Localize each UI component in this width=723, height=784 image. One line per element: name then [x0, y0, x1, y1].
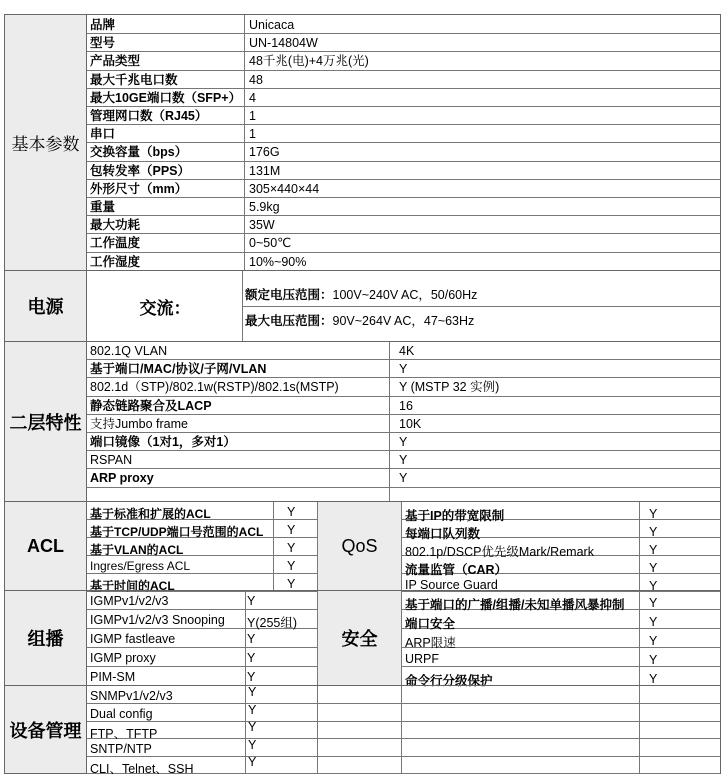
qos-label: QoS [318, 502, 401, 590]
acl-row-key: 基于VLAN的ACL [90, 543, 184, 557]
l2-row-key: 端口镜像（1对1，多对1） [90, 435, 236, 449]
basic-row-value: 35W [249, 218, 275, 233]
multicast-label: 组播 [5, 591, 87, 685]
qos-row-key: 802.1p/DSCP优先级Mark/Remark [405, 545, 594, 559]
security-row-key: 命令行分级保护 [405, 674, 493, 688]
basic-row [87, 180, 720, 198]
basic-row [87, 34, 720, 52]
multicast-row-value: Y [247, 632, 256, 646]
security-row-key: 端口安全 [405, 617, 456, 631]
l2-section [4, 341, 721, 502]
mgmt-row-line [87, 721, 720, 722]
acl-qos-section [4, 501, 721, 591]
basic-row [87, 107, 720, 125]
mgmt-row-key: FTP、TFTP [90, 727, 158, 742]
power-max-value: 90V~264V AC，47~63Hz [332, 314, 475, 328]
basic-params-section [4, 14, 721, 271]
basic-row [87, 162, 720, 180]
basic-row-value: Unicaca [249, 18, 295, 32]
basic-row-key: 管理网口数（RJ45） [90, 109, 208, 123]
basic-row-value: 1 [249, 109, 256, 123]
l2-row-key: 支持Jumbo frame [90, 416, 188, 431]
basic-row-value: 5.9kg [249, 200, 280, 214]
mgmt-row-line [87, 738, 720, 739]
basic-row [87, 253, 720, 271]
qos-row-key: 基于IP的带宽限制 [405, 509, 505, 523]
qos-row-value: Y [649, 543, 658, 557]
basic-row-value: 176G [249, 145, 280, 160]
qos-row-value: Y [649, 579, 658, 593]
basic-row [87, 216, 720, 234]
l2-row-key: 静态链路聚合及LACP [90, 398, 212, 413]
multicast-row-value: Y(255组) [247, 616, 298, 630]
multicast-row-key: PIM-SM [90, 670, 136, 684]
multicast-row-value: Y [247, 670, 256, 684]
qos-row-key: IP Source Guard [405, 578, 498, 592]
basic-params-label: 基本参数 [5, 15, 87, 270]
mgmt-row-value: Y [248, 737, 257, 752]
mgmt-row-value: Y [248, 702, 257, 717]
multicast-row-line [87, 609, 317, 610]
multicast-row-key: IGMPv1/v2/v3 Snooping [90, 613, 225, 627]
basic-row [87, 16, 720, 34]
l2-row [87, 415, 720, 433]
l2-row [87, 378, 720, 396]
l2-row-key: ARP proxy [90, 471, 154, 486]
power-label: 电源 [5, 271, 87, 341]
l2-row-value: Y [399, 362, 408, 377]
power-rated-value: 100V~240V AC，50/60Hz [332, 288, 478, 302]
l2-row [87, 397, 720, 415]
acl-row-line [87, 573, 317, 574]
security-row-value: Y [649, 672, 658, 686]
l2-row-key: 802.1Q VLAN [90, 344, 168, 358]
mgmt-row-key: Dual config [90, 706, 153, 721]
basic-row-value: 0~50℃ [249, 236, 292, 251]
acl-row-key: 基于时间的ACL [90, 579, 175, 593]
security-row-key: URPF [405, 652, 440, 666]
acl-label: ACL [5, 502, 87, 590]
qos-row-key: 每端口队列数 [405, 527, 481, 541]
basic-row-key: 最大10GE端口数（SFP+） [90, 90, 242, 105]
multicast-row-key: IGMPv1/v2/v3 [90, 594, 169, 608]
l2-row-value: 16 [399, 398, 413, 413]
l2-row [87, 451, 720, 469]
basic-row-key: 型号 [90, 36, 116, 51]
mgmt-empty-divider-3 [639, 686, 640, 773]
mgmt-empty-divider-2 [401, 686, 402, 773]
multicast-row-key: IGMP fastleave [90, 632, 176, 646]
qos-row-value: Y [649, 561, 658, 575]
mgmt-label: 设备管理 [5, 686, 87, 773]
basic-row-value: 305×440×44 [249, 181, 320, 196]
basic-row-key: 工作湿度 [90, 254, 141, 269]
acl-row-value: Y [287, 559, 296, 573]
l2-row-value: Y (MSTP 32 实例) [399, 380, 500, 395]
qos-divider-right [639, 502, 640, 590]
multicast-row-value: Y [247, 594, 256, 608]
basic-row-key: 产品类型 [90, 54, 141, 69]
security-label: 安全 [318, 591, 401, 685]
acl-divider [273, 502, 274, 590]
power-ac-label: 交流： [88, 271, 242, 341]
security-row-value: Y [649, 634, 658, 648]
basic-row-value: 131M [249, 163, 281, 178]
mgmt-row-key: SNTP/NTP [90, 741, 152, 756]
l2-row-value: 4K [399, 344, 415, 358]
acl-row-value: Y [287, 505, 296, 519]
acl-row-key: Ingres/Egress ACL [90, 559, 191, 573]
power-rated-key: 额定电压范围： [245, 288, 333, 302]
basic-row [87, 143, 720, 161]
l2-row-value: Y [399, 471, 408, 486]
qos-row-key: 流量监管（CAR） [405, 563, 508, 577]
basic-row-key: 最大千兆电口数 [90, 72, 178, 87]
multicast-row-key: IGMP proxy [90, 651, 156, 665]
acl-row-value: Y [287, 541, 296, 555]
multicast-row-line [87, 647, 317, 648]
l2-row-value: 10K [399, 416, 422, 431]
security-row-key: 基于端口的广播/组播/未知单播风暴抑制 [405, 598, 625, 612]
mgmt-row-value: Y [248, 685, 257, 699]
basic-row-value: 1 [249, 127, 256, 142]
basic-row-value: 10%~90% [249, 254, 307, 269]
l2-row-value: Y [399, 435, 408, 449]
basic-row-value: UN-14804W [249, 36, 318, 51]
basic-row [87, 52, 720, 70]
multicast-row-line [87, 666, 317, 667]
basic-row [87, 89, 720, 107]
basic-row-key: 外形尺寸（mm） [90, 181, 188, 196]
multicast-divider [245, 591, 246, 685]
l2-row [87, 360, 720, 378]
l2-row-value: Y [399, 453, 408, 468]
basic-row-key: 交换容量（bps） [90, 145, 188, 160]
basic-row [87, 234, 720, 252]
power-row-divider [242, 306, 720, 307]
basic-row-key: 串口 [90, 127, 116, 142]
basic-row-value: 48 [249, 72, 263, 87]
mgmt-row-key: SNMPv1/v2/v3 [90, 689, 173, 703]
mgmt-empty-divider [317, 686, 318, 773]
basic-row [87, 125, 720, 143]
multicast-security-section [4, 590, 721, 686]
multicast-row-value: Y [247, 651, 256, 665]
security-row-value: Y [649, 653, 658, 667]
mgmt-row-value: Y [248, 720, 257, 735]
mgmt-row-line [87, 703, 720, 704]
mgmt-divider [245, 686, 246, 773]
mgmt-row-line [87, 756, 720, 757]
basic-row-key: 工作温度 [90, 236, 141, 251]
acl-row-value: Y [287, 523, 296, 537]
basic-row-value: 4 [249, 90, 256, 105]
l2-row-key: 802.1d（STP)/802.1w(RSTP)/802.1s(MSTP) [90, 380, 339, 395]
qos-divider-left [401, 502, 402, 590]
qos-row-value: Y [649, 507, 658, 521]
qos-row-value: Y [649, 525, 658, 539]
acl-row-key: 基于标准和扩展的ACL [90, 507, 211, 521]
acl-row-key: 基于TCP/UDP端口号范围的ACL [90, 525, 264, 539]
basic-row [87, 71, 720, 89]
security-row-value: Y [649, 596, 658, 610]
basic-row-key: 重量 [90, 200, 116, 214]
basic-row [87, 198, 720, 216]
l2-row [87, 433, 720, 451]
security-divider-right [639, 591, 640, 685]
basic-row-key: 包转发率（PPS） [90, 163, 191, 178]
power-rated-row [245, 285, 477, 303]
l2-row [87, 342, 720, 360]
l2-row [87, 469, 720, 487]
l2-row-key: 基于端口/MAC/协议/子网/VLAN [90, 362, 267, 377]
acl-row-value: Y [287, 577, 296, 591]
mgmt-section [4, 685, 721, 777]
l2-row-key: RSPAN [90, 453, 133, 468]
security-row-line [401, 666, 720, 667]
security-divider-left [401, 591, 402, 685]
security-row-key: ARP限速 [405, 636, 456, 650]
power-max-row [245, 311, 474, 329]
basic-row-value: 48千兆(电)+4万兆(光) [249, 54, 369, 69]
l2-label: 二层特性 [5, 342, 87, 501]
basic-row-key: 品牌 [90, 18, 116, 32]
power-max-key: 最大电压范围： [245, 314, 333, 328]
mgmt-row-value: Y [248, 755, 257, 770]
basic-row-key: 最大功耗 [90, 218, 141, 233]
security-row-value: Y [649, 615, 658, 629]
mgmt-row-key: CLI、Telnet、SSH [90, 762, 194, 777]
power-section [4, 270, 721, 342]
